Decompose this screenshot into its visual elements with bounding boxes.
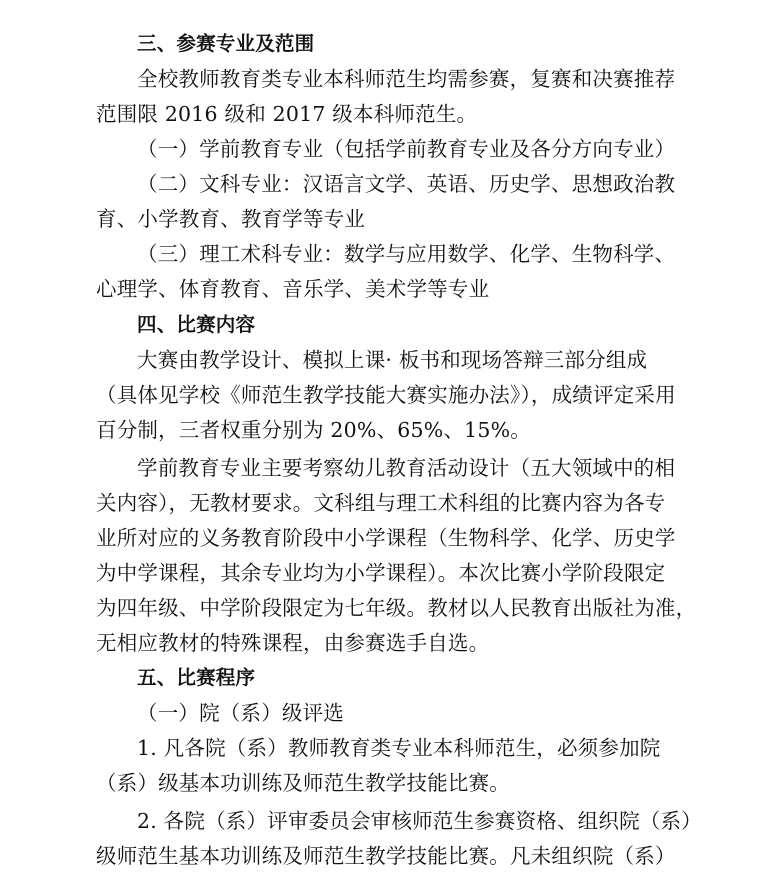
section-4-paragraph-2-line-3: 业所对应的义务教育阶段中小学课程（生物科学、化学、历史学 xyxy=(96,526,676,550)
section-3-paragraph-line-1: 全校教师教育类专业本科师范生均需参赛，复赛和决赛推荐 xyxy=(137,67,676,91)
section-3-item-3-line-2: 心理学、体育教育、音乐学、美术学等专业 xyxy=(96,277,490,301)
section-4-paragraph-2-line-5: 为四年级、中学阶段限定为七年级。教材以人民教育出版社为准， xyxy=(96,596,697,620)
section-4-heading: 四、比赛内容 xyxy=(137,313,256,336)
section-4-paragraph-2-line-4: 为中学课程，其余专业均为小学课程）。本次比赛小学阶段限定 xyxy=(96,561,666,585)
section-3-heading: 三、参赛专业及范围 xyxy=(137,32,315,55)
section-3-item-3-line-1: （三）理工术科专业：数学与应用数学、化学、生物科学、 xyxy=(137,242,676,266)
section-5-subheading-1: （一）院（系）级评选 xyxy=(137,701,344,725)
section-5-item-2-line-2: 级师范生基本功训练及师范生教学技能比赛。凡未组织院（系） xyxy=(96,844,676,868)
section-4-paragraph-2-line-2: 关内容），无教材要求。文科组与理工术科组的比赛内容为各专 xyxy=(96,491,666,515)
section-4-paragraph-2-line-6: 无相应教材的特殊课程，由参赛选手自选。 xyxy=(96,631,490,655)
section-3-paragraph-line-2: 范围限 2016 级和 2017 级本科师范生。 xyxy=(96,102,478,126)
section-4-paragraph-1-line-1: 大赛由教学设计、模拟上课· 板书和现场答辩三部分组成 xyxy=(137,348,648,372)
section-5-item-2-line-1: 2. 各院（系）评审委员会审核师范生参赛资格、组织院（系） xyxy=(137,809,702,833)
section-4-paragraph-1-line-3: 百分制，三者权重分别为 20%、65%、15%。 xyxy=(96,418,532,442)
section-4-paragraph-1-line-2: （具体见学校《师范生教学技能大赛实施办法》），成绩评定采用 xyxy=(96,383,676,407)
section-4-paragraph-2-line-1: 学前教育专业主要考察幼儿教育活动设计（五大领域中的相 xyxy=(137,456,676,480)
section-5-item-1-line-1: 1. 凡各院（系）教师教育类专业本科师范生，必须参加院 xyxy=(137,736,661,760)
section-5-item-1-line-2: （系）级基本功训练及师范生教学技能比赛。 xyxy=(96,771,510,795)
section-3-item-2-line-1: （二）文科专业：汉语言文学、英语、历史学、思想政治教 xyxy=(137,172,676,196)
section-3-item-1: （一）学前教育专业（包括学前教育专业及各分方向专业） xyxy=(137,137,676,161)
section-3-item-2-line-2: 育、小学教育、教育学等专业 xyxy=(96,207,366,231)
section-5-heading: 五、比赛程序 xyxy=(137,666,256,689)
